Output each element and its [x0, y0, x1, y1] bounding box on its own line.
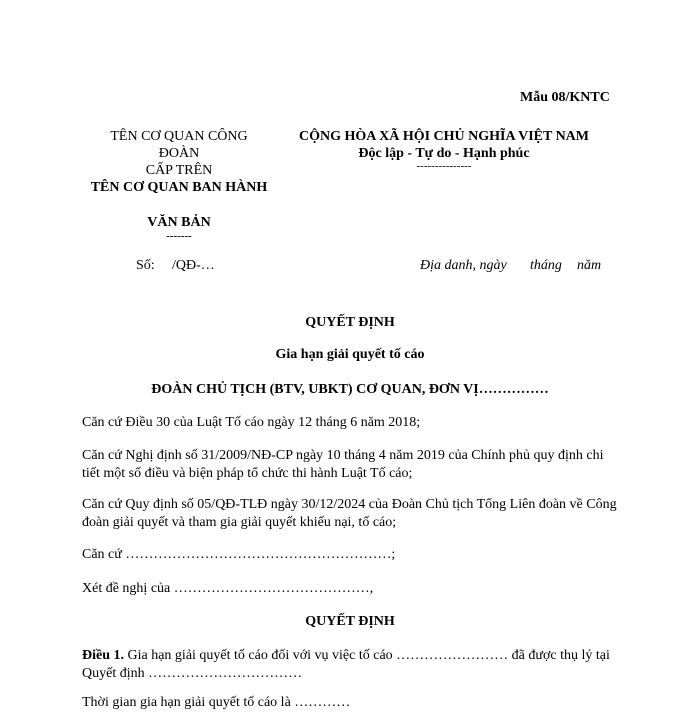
article-1-text: Gia hạn giải quyết tố cáo đối với vụ việc tố cáo …………………… đã được thụ lý tại Quyết định …………………………… [82, 648, 610, 681]
decision-subtitle: Gia hạn giải quyết tố cáo [275, 347, 425, 362]
basis-law: Căn cứ Điều 30 của Luật Tố cáo ngày 12 tháng 6 năm 2018; [82, 415, 421, 430]
agency-line-1: TÊN CƠ QUAN CÔNG [110, 129, 248, 144]
nation-title: CỘNG HÒA XÃ HỘI CHỦ NGHĨA VIỆT NAM [298, 129, 589, 144]
place-date-3: năm [577, 258, 602, 273]
place-date-2: tháng [530, 258, 562, 273]
nation-rule: --------------- [416, 160, 472, 172]
decision-heading: QUYẾT ĐỊNH [305, 614, 395, 629]
agency-rule: ------- [166, 230, 192, 242]
extension-period-line: Thời gian gia hạn giải quyết tố cáo là ………… [82, 695, 351, 710]
agency-line-4: TÊN CƠ QUAN BAN HÀNH [90, 180, 268, 195]
place-date-1: Địa danh, ngày [420, 258, 507, 273]
basis-regulation: Căn cứ Quy định số 05/QĐ-TLĐ ngày 30/12/2024 của Đoàn Chủ tịch Tổng Liên đoàn về Công đoàn giải quyết và tham gia giải quyết khiếu nại, tố cáo; [82, 497, 617, 530]
basis-other: Căn cứ …………………………………………………; [82, 547, 396, 562]
proposal-line: Xét đề nghị của ……………………………………, [82, 581, 374, 596]
article-1 [82, 647, 618, 683]
nation-motto: Độc lập - Tự do - Hạnh phúc [358, 146, 530, 161]
agency-line-5: VĂN BẢN [147, 215, 211, 230]
article-1-label: Điều 1. [82, 648, 124, 663]
document-number-value: /QĐ-… [172, 258, 215, 273]
decision-title: QUYẾT ĐỊNH [305, 315, 395, 330]
basis-decree: Căn cứ Nghị định số 31/2009/NĐ-CP ngày 10 tháng 4 năm 2019 của Chính phủ quy định chi tiết một số điều và biện pháp tổ chức thi hành Luật Tố cáo; [82, 448, 604, 481]
issuing-authority: ĐOÀN CHỦ TỊCH (BTV, UBKT) CƠ QUAN, ĐƠN VỊ…………… [151, 382, 549, 397]
agency-line-3: CẤP TRÊN [145, 163, 213, 178]
form-code: Mẫu 08/KNTC [520, 90, 610, 105]
agency-line-2: ĐOÀN [158, 146, 200, 161]
document-number-label: Số: [136, 258, 155, 273]
